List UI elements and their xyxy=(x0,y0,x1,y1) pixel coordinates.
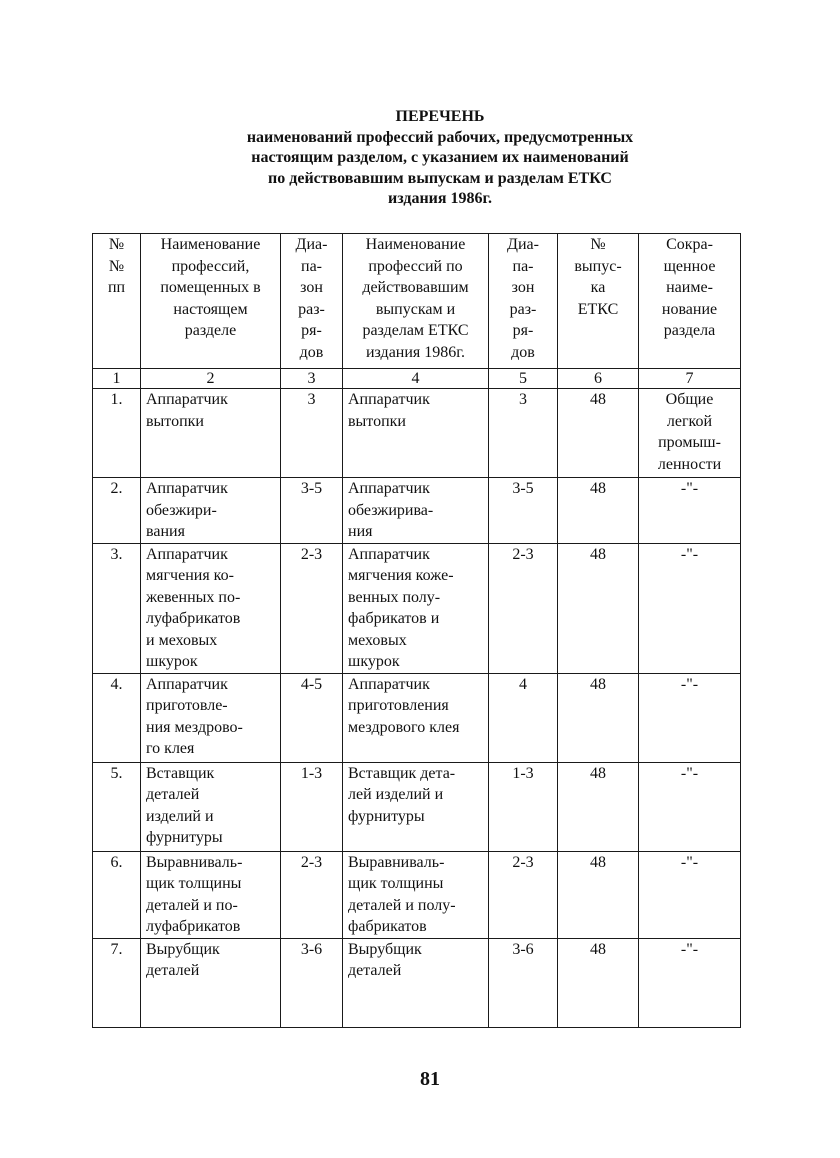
cell-line: деталей и полу- xyxy=(348,896,456,914)
cell-line: Вставщик xyxy=(146,764,215,782)
header-line: нование xyxy=(661,300,718,318)
row-number: 7. xyxy=(93,938,141,1027)
title-line: издания 1986г. xyxy=(387,190,492,207)
etks-issue-number: 48 xyxy=(558,673,639,762)
table-row xyxy=(93,389,741,478)
row-number: 6. xyxy=(93,851,141,938)
table-row xyxy=(93,543,741,673)
cell-line: -"- xyxy=(680,545,699,563)
column-number: 3 xyxy=(281,369,343,389)
header-line: зон xyxy=(300,279,323,296)
cell-line: промыш- xyxy=(658,434,721,451)
header-line: зон xyxy=(511,279,535,296)
cell-line: Общие xyxy=(665,391,714,408)
grade-range-1986: 2-3 xyxy=(489,543,558,673)
header-line: издания 1986г. xyxy=(365,343,466,361)
cell-line: приготовле- xyxy=(146,697,228,714)
header-line: ка xyxy=(590,279,606,296)
cell-line: вытопки xyxy=(348,412,406,430)
cell-line: шкурок xyxy=(348,653,400,670)
header-line: щенное xyxy=(663,257,716,275)
column-number: 5 xyxy=(489,369,558,389)
column-number: 4 xyxy=(343,369,489,389)
cell-line: ния xyxy=(348,523,373,540)
grade-range-1986: 3 xyxy=(489,389,558,478)
header-line: ря- xyxy=(301,322,322,339)
cell-line: Аппаратчик xyxy=(348,480,430,497)
header-line: па- xyxy=(512,257,534,275)
cell-line: обезжири- xyxy=(146,501,217,519)
table-row xyxy=(93,938,741,1027)
profession-name-current xyxy=(141,543,281,673)
cell-line: Выравниваль- xyxy=(146,853,243,871)
section-short-name xyxy=(639,762,741,851)
cell-line: лей изделий и xyxy=(348,786,444,803)
header-line: профессий, xyxy=(171,257,250,275)
cell-line: и меховых xyxy=(146,631,218,649)
profession-name-current xyxy=(141,938,281,1027)
title-line: настоящим разделом, с указанием их наименований xyxy=(251,149,629,166)
header-line: раз- xyxy=(298,300,325,318)
header-line: № xyxy=(108,236,125,253)
cell-line: фурнитуры xyxy=(348,807,425,825)
grade-range-current: 2-3 xyxy=(281,543,343,673)
cell-line: легкой xyxy=(666,412,713,430)
cell-line: ленности xyxy=(657,455,722,473)
column-number: 7 xyxy=(639,369,741,389)
header-line: дов xyxy=(299,343,324,361)
section-short-name xyxy=(639,673,741,762)
grade-range-1986: 3-5 xyxy=(489,478,558,544)
grade-range-current: 4-5 xyxy=(281,673,343,762)
document-title xyxy=(180,107,700,210)
header-line: наиме- xyxy=(666,279,713,296)
cell-line: мягчения ко- xyxy=(146,567,234,584)
table-header-row xyxy=(93,234,741,369)
header-range-current xyxy=(281,234,343,369)
cell-line: шкурок xyxy=(146,653,198,670)
page-number: 81 xyxy=(420,1068,440,1090)
cell-line: -"- xyxy=(680,940,699,958)
header-line: профессий по xyxy=(368,257,463,275)
cell-line: изделий и xyxy=(146,807,214,825)
cell-line: -"- xyxy=(680,480,699,497)
grade-range-1986: 4 xyxy=(489,673,558,762)
cell-line: фурнитуры xyxy=(146,829,223,846)
header-line: ЕТКС xyxy=(577,300,619,318)
header-issue xyxy=(558,234,639,369)
header-line: ря- xyxy=(512,322,534,339)
row-number: 5. xyxy=(93,762,141,851)
profession-name-1986 xyxy=(343,389,489,478)
cell-line: деталей xyxy=(146,962,200,979)
header-line: Наименование xyxy=(365,236,466,253)
grade-range-1986: 2-3 xyxy=(489,851,558,938)
profession-name-1986 xyxy=(343,938,489,1027)
header-line: па- xyxy=(301,257,322,275)
cell-line: жевенных по- xyxy=(146,588,241,606)
cell-line: луфабрикатов xyxy=(146,918,241,935)
cell-line: деталей xyxy=(348,962,402,979)
header-line: Сокра- xyxy=(666,236,713,253)
cell-line: обезжирива- xyxy=(348,501,434,519)
row-number: 1. xyxy=(93,389,141,478)
profession-name-current xyxy=(141,389,281,478)
profession-name-1986 xyxy=(343,543,489,673)
section-short-name xyxy=(639,389,741,478)
row-number: 2. xyxy=(93,478,141,544)
table-row xyxy=(93,478,741,544)
cell-line: мездрового клея xyxy=(348,718,460,736)
etks-issue-number: 48 xyxy=(558,478,639,544)
cell-line: мягчения коже- xyxy=(348,567,454,584)
profession-name-current xyxy=(141,673,281,762)
cell-line: Аппаратчик xyxy=(146,545,228,563)
cell-line: фабрикатов и xyxy=(348,610,440,627)
column-number: 1 xyxy=(93,369,141,389)
cell-line: Аппаратчик xyxy=(146,675,228,693)
cell-line: меховых xyxy=(348,631,407,649)
column-number: 6 xyxy=(558,369,639,389)
grade-range-current: 1-3 xyxy=(281,762,343,851)
header-line: действовавшим xyxy=(362,279,469,296)
cell-line: деталей xyxy=(146,786,200,803)
professions-table xyxy=(92,233,741,1028)
table-row xyxy=(93,673,741,762)
header-line: раз- xyxy=(509,300,537,318)
cell-line: Выравниваль- xyxy=(348,853,445,871)
profession-name-1986 xyxy=(343,478,489,544)
cell-line: фабрикатов xyxy=(348,918,427,935)
grade-range-1986: 1-3 xyxy=(489,762,558,851)
cell-line: Аппаратчик xyxy=(146,391,228,408)
header-line: выпускам и xyxy=(375,300,456,318)
grade-range-current: 3 xyxy=(281,389,343,478)
header-number xyxy=(93,234,141,369)
cell-line: Аппаратчик xyxy=(348,391,430,408)
cell-line: Вырубщик xyxy=(348,940,422,958)
cell-line: ния мездрово- xyxy=(146,718,243,736)
cell-line: -"- xyxy=(680,675,699,693)
header-line: Диа- xyxy=(295,236,328,253)
header-line: дов xyxy=(511,343,535,361)
cell-line: Аппаратчик xyxy=(146,480,228,497)
cell-line: Аппаратчик xyxy=(348,675,430,693)
grade-range-1986: 3-6 xyxy=(489,938,558,1027)
table-row xyxy=(93,762,741,851)
header-line: пп xyxy=(107,279,126,296)
grade-range-current: 3-6 xyxy=(281,938,343,1027)
profession-name-1986 xyxy=(343,851,489,938)
header-line: № xyxy=(108,257,125,275)
header-line: раздела xyxy=(663,322,716,339)
section-short-name xyxy=(639,478,741,544)
profession-name-current xyxy=(141,851,281,938)
row-number: 4. xyxy=(93,673,141,762)
cell-line: Аппаратчик xyxy=(348,545,430,563)
cell-line: луфабрикатов xyxy=(146,610,241,627)
section-short-name xyxy=(639,938,741,1027)
cell-line: -"- xyxy=(680,853,699,871)
table-row xyxy=(93,851,741,938)
etks-issue-number: 48 xyxy=(558,543,639,673)
header-range-1986 xyxy=(489,234,558,369)
cell-line: вытопки xyxy=(146,412,204,430)
section-short-name xyxy=(639,851,741,938)
profession-name-current xyxy=(141,478,281,544)
section-short-name xyxy=(639,543,741,673)
cell-line: венных полу- xyxy=(348,588,441,606)
cell-line: -"- xyxy=(680,764,699,782)
etks-issue-number: 48 xyxy=(558,389,639,478)
header-line: помещенных в xyxy=(160,279,261,296)
etks-issue-number: 48 xyxy=(558,851,639,938)
header-name-current xyxy=(141,234,281,369)
grade-range-current: 3-5 xyxy=(281,478,343,544)
header-line: разделе xyxy=(184,322,237,339)
header-line: № xyxy=(590,236,606,253)
cell-line: вания xyxy=(146,523,185,540)
header-line: выпус- xyxy=(574,257,622,275)
header-line: настоящем xyxy=(173,300,248,318)
column-number-row xyxy=(93,369,741,389)
header-line: Диа- xyxy=(507,236,539,253)
header-line: Наименование xyxy=(160,236,261,253)
profession-name-current xyxy=(141,762,281,851)
cell-line: деталей и по- xyxy=(146,896,238,914)
title-heading: ПЕРЕЧЕНЬ xyxy=(395,108,485,125)
row-number: 3. xyxy=(93,543,141,673)
cell-line: щик толщины xyxy=(146,875,242,892)
cell-line: приготовления xyxy=(348,697,449,714)
etks-issue-number: 48 xyxy=(558,762,639,851)
etks-issue-number: 48 xyxy=(558,938,639,1027)
title-line: по действовавшим выпускам и разделам ЕТКС xyxy=(268,169,612,187)
header-name-1986 xyxy=(343,234,489,369)
cell-line: Вырубщик xyxy=(146,940,220,958)
profession-name-1986 xyxy=(343,762,489,851)
cell-line: щик толщины xyxy=(348,875,444,892)
cell-line: Вставщик дета- xyxy=(348,764,456,782)
column-number: 2 xyxy=(141,369,281,389)
profession-name-1986 xyxy=(343,673,489,762)
header-section xyxy=(639,234,741,369)
grade-range-current: 2-3 xyxy=(281,851,343,938)
table-body xyxy=(93,234,741,1028)
cell-line: го клея xyxy=(146,740,195,757)
title-line: наименований профессий рабочих, предусмотренных xyxy=(246,128,634,146)
header-line: разделам ЕТКС xyxy=(362,322,469,339)
